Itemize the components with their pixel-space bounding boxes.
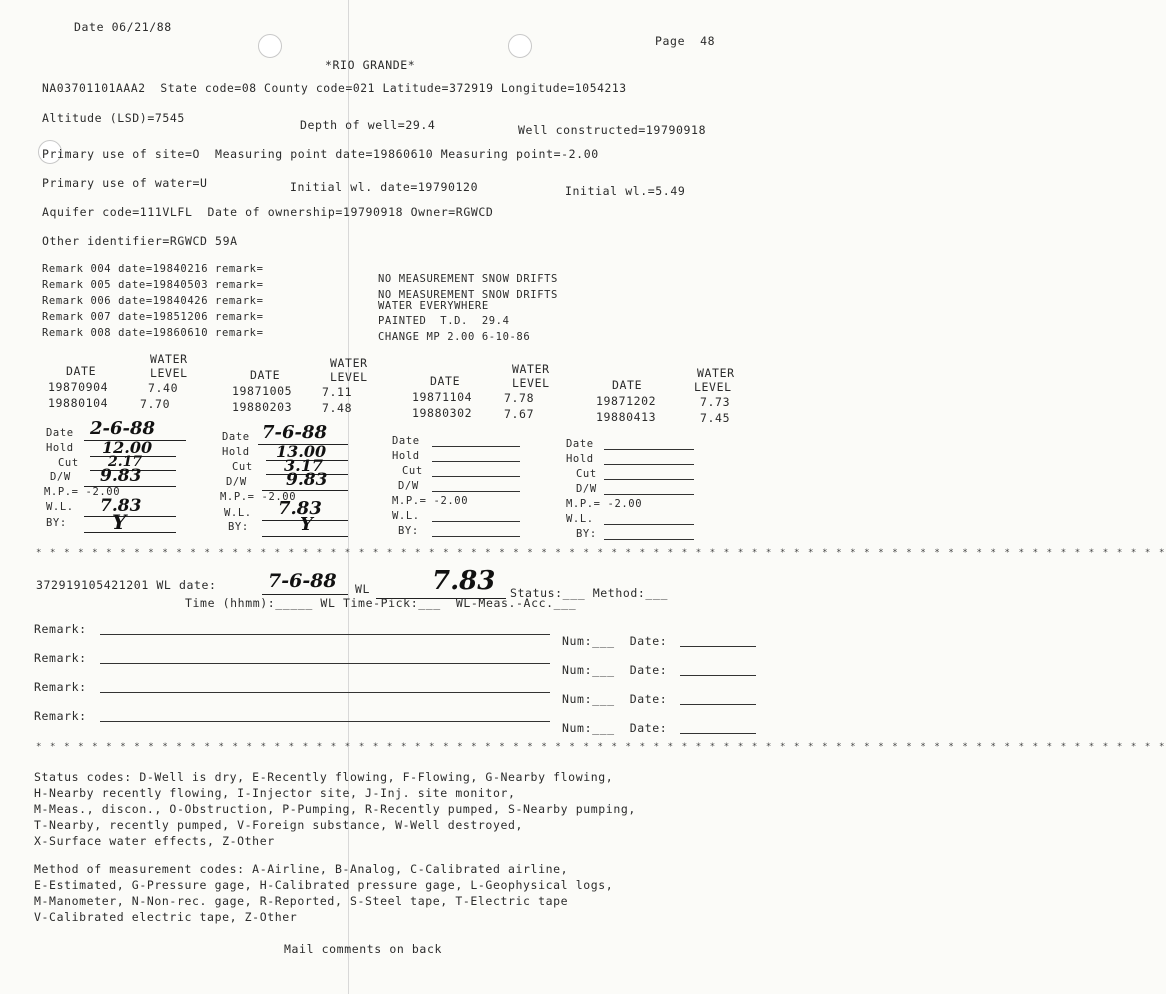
label-dw: D/W — [226, 476, 247, 488]
label-date: Date — [392, 435, 420, 447]
time-line: Time (hhmm):_____ WL Time-Pick:___ WL-Meas.-Acc.___ — [185, 596, 577, 610]
remark-date-field[interactable] — [680, 704, 756, 705]
label-hold: Hold — [392, 450, 420, 462]
entry-date[interactable]: 2-6-88 — [90, 418, 156, 439]
remark-field[interactable] — [100, 721, 550, 722]
history-level: 7.48 — [322, 401, 353, 415]
site-line-1: NA03701101AAA2 State code=08 County code=021 Latitude=372919 Longitude=1054213 — [42, 82, 627, 95]
remark-date-field[interactable] — [680, 675, 756, 676]
blank-hold-field[interactable] — [432, 461, 520, 462]
remark-text: PAINTED T.D. 29.4 — [378, 315, 510, 327]
label-wl: W.L. — [566, 513, 594, 525]
remark-line: Remark 005 date=19840503 remark= — [42, 279, 264, 291]
col-head-date: DATE — [612, 378, 643, 392]
initial-wl: Initial wl.=5.49 — [565, 184, 686, 198]
history-date: 19871202 — [596, 394, 657, 408]
aquifer-line: Aquifer code=111VLFL Date of ownership=19790918 Owner=RGWCD — [42, 205, 494, 219]
other-identifier: Other identifier=RGWCD 59A — [42, 234, 238, 248]
history-date: 19880302 — [412, 406, 473, 420]
label-cut: Cut — [402, 465, 423, 477]
label-dw: D/W — [576, 483, 597, 495]
remark-line: Remark 006 date=19840426 remark= — [42, 295, 264, 307]
remark-date-field[interactable] — [680, 733, 756, 734]
label-by: BY: — [46, 517, 67, 529]
remark-text: NO MEASUREMENT SNOW DRIFTS — [378, 273, 558, 285]
remark-field[interactable] — [100, 692, 550, 693]
label-wl: W.L. — [392, 510, 420, 522]
label-by: BY: — [576, 528, 597, 540]
label-mp: M.P.= -2.00 — [392, 495, 469, 507]
status-method: Status:___ Method:___ — [510, 586, 668, 600]
method-codes-line: E-Estimated, G-Pressure gage, H-Calibrated pressure gage, L-Geophysical logs, — [34, 878, 614, 892]
method-codes-line: Method of measurement codes: A-Airline, B-Analog, C-Calibrated airline, — [34, 862, 569, 876]
history-date: 19880413 — [596, 410, 657, 424]
history-level: 7.11 — [322, 385, 353, 399]
entry-wl[interactable]: 7.83 — [100, 496, 142, 516]
history-level: 7.73 — [700, 395, 731, 409]
history-date: 19880203 — [232, 400, 293, 414]
remark-line: Remark 007 date=19851206 remark= — [42, 311, 264, 323]
star-separator: * * * * * * * * * * * * * * * * * * * * * * * * * * * * * * * * * * * * * * * * * * * * * * * * * * * * * * * * * * * * * * * * * * * * * * * * * * * * * * * * * — [36, 548, 1166, 558]
blank-cut-field[interactable] — [432, 476, 520, 477]
col-head-water: WATER — [150, 352, 188, 366]
remark-label: Remark: — [34, 709, 87, 723]
label-date: Date — [566, 438, 594, 450]
remark-field[interactable] — [100, 634, 550, 635]
remark-date-field[interactable] — [680, 646, 756, 647]
label-wl: W.L. — [46, 501, 74, 513]
history-level: 7.45 — [700, 411, 731, 425]
entry-cut[interactable]: 2.17 — [108, 454, 143, 470]
wl-value[interactable]: 7.83 — [432, 566, 496, 596]
remark-text: WATER EVERYWHERE — [378, 300, 489, 312]
history-date: 19871005 — [232, 384, 293, 398]
well-depth: Depth of well=29.4 — [300, 118, 436, 132]
history-date: 19880104 — [48, 396, 109, 410]
label-cut: Cut — [232, 461, 253, 473]
remark-line: Remark 004 date=19840216 remark= — [42, 263, 264, 275]
method-codes-line: V-Calibrated electric tape, Z-Other — [34, 910, 298, 924]
remark-label: Remark: — [34, 680, 87, 694]
history-level: 7.78 — [504, 391, 535, 405]
col-head-date: DATE — [430, 374, 461, 388]
status-codes-line: Status codes: D-Well is dry, E-Recently flowing, F-Flowing, G-Nearby flowing, — [34, 770, 614, 784]
initial-wl-date: Initial wl. date=19790120 — [290, 180, 479, 194]
status-codes-line: H-Nearby recently flowing, I-Injector site, J-Inj. site monitor, — [34, 786, 516, 800]
label-mp: M.P.= -2.00 — [44, 486, 121, 498]
well-constructed: Well constructed=19790918 — [518, 123, 707, 137]
label-hold: Hold — [46, 442, 74, 454]
entry-date[interactable]: 7-6-88 — [262, 422, 328, 443]
label-date: Date — [46, 427, 74, 439]
blank-hold-field[interactable] — [604, 464, 694, 465]
altitude: Altitude (LSD)=7545 — [42, 111, 185, 125]
blank-date-field[interactable] — [432, 446, 520, 447]
label-mp: M.P.= -2.00 — [566, 498, 643, 510]
footer-note: Mail comments on back — [284, 942, 442, 956]
col-head-water: WATER — [330, 356, 368, 370]
blank-by-field[interactable] — [432, 536, 520, 537]
remark-text: NO MEASUREMENT SNOW DRIFTS — [378, 289, 558, 301]
star-separator: * * * * * * * * * * * * * * * * * * * * * * * * * * * * * * * * * * * * * * * * * * * * * * * * * * * * * * * * * * * * * * * * * * * * * * * * * * * * * * * * * — [36, 742, 1166, 752]
col-head-level: LEVEL — [150, 366, 188, 380]
col-head-water: WATER — [512, 362, 550, 376]
col-head-date: DATE — [250, 368, 281, 382]
entry-cut[interactable]: 3.17 — [284, 456, 323, 475]
remark-num-date: Num:___ Date: — [562, 692, 668, 706]
label-date: Date — [222, 431, 250, 443]
entry-by[interactable]: Y — [112, 510, 127, 534]
wl-date-value[interactable]: 7-6-88 — [268, 570, 337, 592]
col-head-water: WATER — [697, 366, 735, 380]
entry-underline — [262, 536, 348, 537]
col-head-level: LEVEL — [694, 380, 732, 394]
history-date: 19871104 — [412, 390, 473, 404]
blank-wl-field[interactable] — [604, 524, 694, 525]
remark-text: CHANGE MP 2.00 6-10-86 — [378, 331, 531, 343]
entry-underline — [84, 516, 176, 517]
water-use: Primary use of water=U — [42, 176, 208, 190]
col-head-level: LEVEL — [512, 376, 550, 390]
label-by: BY: — [228, 521, 249, 533]
remark-num-date: Num:___ Date: — [562, 663, 668, 677]
status-codes-line: T-Nearby, recently pumped, V-Foreign substance, W-Well destroyed, — [34, 818, 524, 832]
label-by: BY: — [398, 525, 419, 537]
history-level: 7.67 — [504, 407, 535, 421]
blank-date-field[interactable] — [604, 449, 694, 450]
history-level: 7.70 — [140, 397, 171, 411]
basin-title: *RIO GRANDE* — [325, 58, 416, 72]
entry-dw[interactable]: 9.83 — [286, 470, 328, 490]
remark-num-date: Num:___ Date: — [562, 634, 668, 648]
entry-hold[interactable]: 12.00 — [102, 438, 153, 457]
blank-wl-field[interactable] — [432, 521, 520, 522]
entry-hold[interactable]: 13.00 — [276, 442, 327, 461]
entry-by[interactable]: Y — [300, 514, 313, 535]
label-dw: D/W — [398, 480, 419, 492]
entry-dw[interactable]: 9.83 — [100, 466, 142, 486]
col-head-level: LEVEL — [330, 370, 368, 384]
status-codes-line: X-Surface water effects, Z-Other — [34, 834, 275, 848]
label-hold: Hold — [566, 453, 594, 465]
label-cut: Cut — [576, 468, 597, 480]
site-line-3: Primary use of site=O Measuring point date=19860610 Measuring point=-2.00 — [42, 147, 599, 161]
status-codes-line: M-Meas., discon., O-Obstruction, P-Pumping, R-Recently pumped, S-Nearby pumping, — [34, 802, 636, 816]
wl-label: WL — [355, 582, 371, 596]
blank-cut-field[interactable] — [604, 479, 694, 480]
page-number: Page 48 — [655, 34, 716, 48]
punch-hole — [258, 34, 282, 58]
site-id-wl-date: 372919105421201 WL date: — [36, 578, 217, 592]
label-dw: D/W — [50, 471, 71, 483]
label-wl: W.L. — [224, 507, 252, 519]
remark-num-date: Num:___ Date: — [562, 721, 668, 735]
label-cut: Cut — [58, 457, 79, 469]
punch-hole — [508, 34, 532, 58]
remark-label: Remark: — [34, 622, 87, 636]
col-head-date: DATE — [66, 364, 97, 378]
blank-by-field[interactable] — [604, 539, 694, 540]
report-date: Date 06/21/88 — [74, 20, 172, 34]
remark-line: Remark 008 date=19860610 remark= — [42, 327, 264, 339]
label-mp: M.P.= -2.00 — [220, 491, 297, 503]
remark-field[interactable] — [100, 663, 550, 664]
history-level: 7.40 — [148, 381, 179, 395]
blank-dw-field[interactable] — [432, 491, 520, 492]
history-date: 19870904 — [48, 380, 109, 394]
entry-underline — [262, 594, 348, 595]
label-hold: Hold — [222, 446, 250, 458]
entry-underline — [84, 532, 176, 533]
method-codes-line: M-Manometer, N-Non-rec. gage, R-Reported, S-Steel tape, T-Electric tape — [34, 894, 569, 908]
blank-dw-field[interactable] — [604, 494, 694, 495]
remark-label: Remark: — [34, 651, 87, 665]
entry-wl[interactable]: 7.83 — [278, 498, 322, 519]
